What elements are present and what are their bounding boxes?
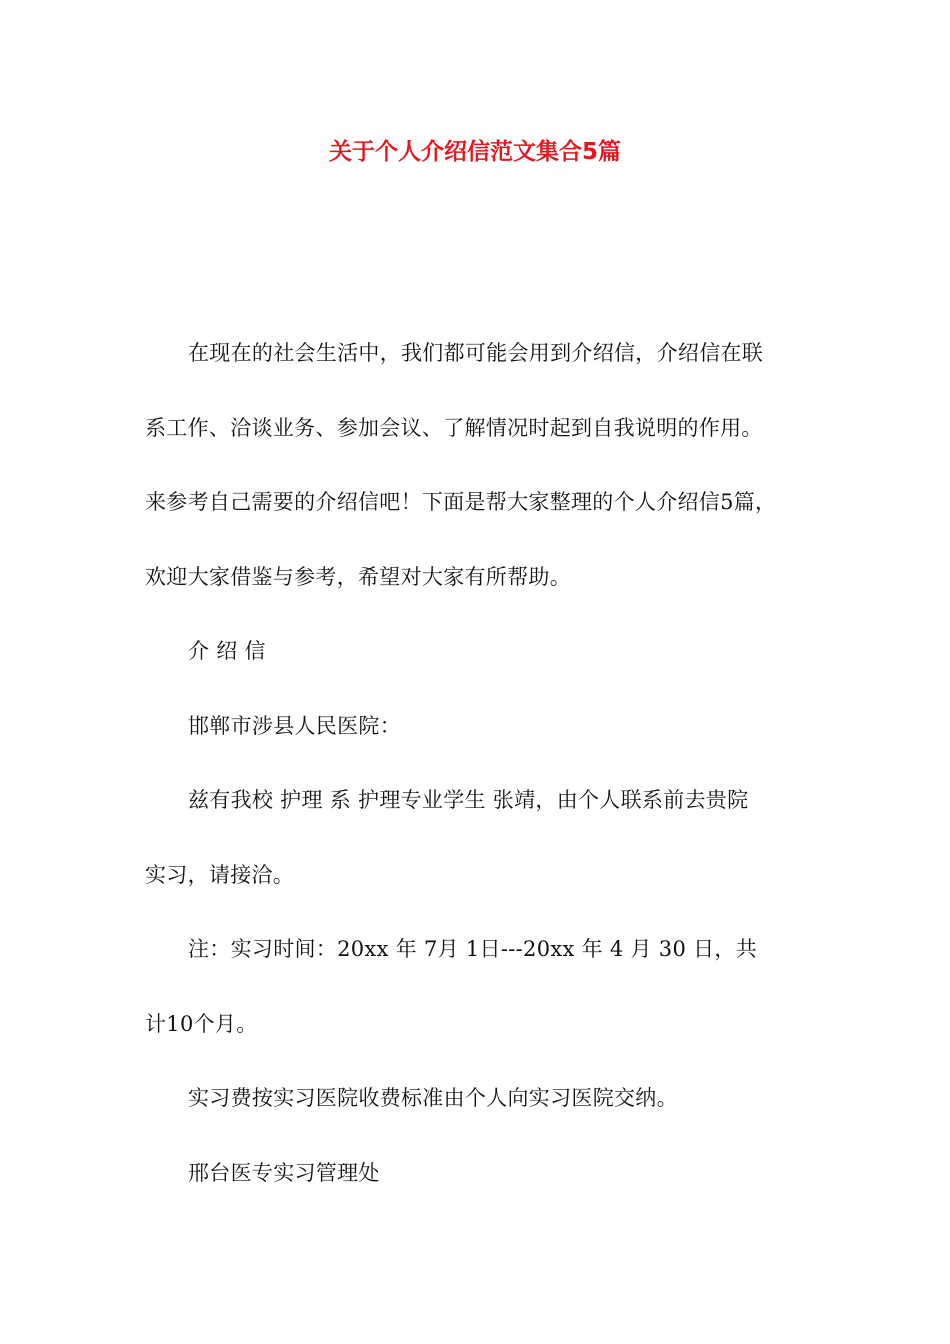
letter-note-line-2: 计10个月。: [145, 1011, 258, 1036]
intro-line-3: 来参考自己需要的介绍信吧！下面是帮大家整理的个人介绍信5篇，: [145, 490, 777, 514]
intro-line-2: 系工作、洽谈业务、参加会议、了解情况时起到自我说明的作用。: [145, 415, 763, 440]
intro-line-4: 欢迎大家借鉴与参考，希望对大家有所帮助。: [145, 564, 571, 589]
letter-body-line-1: 兹有我校 护理 系 护理专业学生 张靖，由个人联系前去贵院: [188, 788, 749, 812]
letter-note-line-1: 注：实习时间：20xx 年 7月 1日---20xx 年 4 月 30 日，共: [188, 937, 758, 961]
letter-fee-line: 实习费按实习医院收费标准由个人向实习医院交纳。: [188, 1086, 678, 1110]
document-body: [145, 316, 825, 1210]
intro-line-1: 在现在的社会生活中，我们都可能会用到介绍信，介绍信在联: [188, 341, 764, 365]
letter-heading: 介 绍 信: [188, 639, 266, 663]
letter-signature: 邢台医专实习管理处: [188, 1160, 380, 1185]
document-title: 关于个人介绍信范文集合5篇: [328, 139, 621, 165]
letter-body-line-2: 实习，请接洽。: [145, 862, 295, 887]
letter-recipient: 邯郸市涉县人民医院：: [188, 713, 401, 738]
